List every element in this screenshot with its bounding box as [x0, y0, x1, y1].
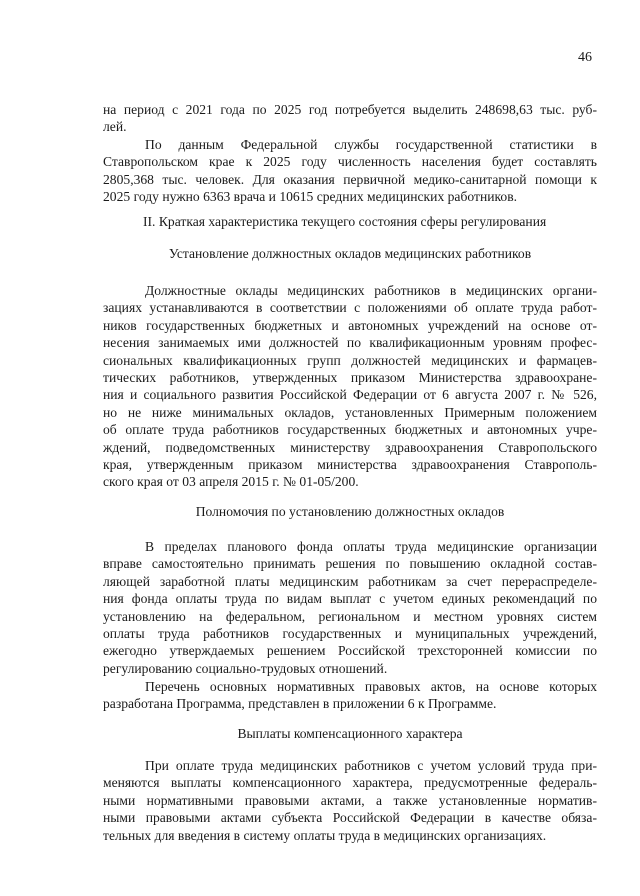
paragraph-statistics [103, 136, 597, 206]
paragraph-salaries [103, 282, 597, 491]
text-line: ежегодно утверждаемых решением Российской трехсторонней комиссии по [103, 643, 597, 659]
text-line: но не ниже минимальных окладов, установленных Примерным положением [103, 404, 597, 420]
paragraph-compensation [103, 757, 597, 844]
text-line: установлению на федеральном, региональном и местном уровнях систем [103, 608, 597, 624]
text-line: Ставропольском крае к 2025 году численность населения будет составлять [103, 154, 597, 170]
text-line: 2025 году нужно 6363 врача и 10615 средних медицинских работников. [103, 189, 518, 205]
text-line: Перечень основных нормативных правовых актов, на основе которых [145, 679, 597, 694]
heading-authority: Полномочия по установлению должностных окладов [195, 504, 505, 519]
text-line: оплаты труда работников государственных и муниципальных учреждений, [103, 626, 597, 642]
text-line: ляющей заработной платы медицинским работникам за счет перераспределе- [103, 573, 597, 589]
text-line: ников государственных бюджетных и автономных учреждений на основе от- [103, 317, 597, 333]
text-line: сиональных квалификационных групп должностей медицинских и фармацев- [103, 352, 597, 368]
text-line: При оплате труда медицинских работников с учетом условий труда при- [145, 758, 597, 773]
paragraph-authority [103, 538, 597, 677]
text-line: Должностные оклады медицинских работников в медицинских органи- [145, 283, 597, 298]
text-line: края, утвержденным приказом министерства здравоохранения Ставрополь- [103, 457, 597, 473]
text-line: По данным Федеральной службы государственной статистики в [145, 137, 597, 152]
text-line: ния фонда оплаты труда по видам выплат с учетом единых рекомендаций по [103, 591, 597, 607]
text-line: лей. [103, 119, 127, 135]
text-line: ными правовыми актами субъекта Российской Федерации в качестве обяза- [103, 810, 597, 826]
text-line: тельных для введения в систему оплаты труда в медицинских организациях. [103, 827, 547, 843]
text-line: тических работников, утвержденных приказом Министерства здравоохране- [103, 370, 597, 386]
text-line: на период с 2021 года по 2025 год потребуется выделить 248698,63 тыс. руб- [103, 102, 597, 117]
paragraph-legal-acts [103, 678, 597, 713]
text-line: 2805,368 тыс. человек. Для оказания первичной медико-санитарной помощи к [103, 171, 597, 187]
text-line: регулированию социально-трудовых отношений. [103, 660, 388, 676]
heading-salary-setting: Установление должностных окладов медицинских работников [168, 246, 532, 261]
text-line: ского края от 03 апреля 2015 г. № 01-05/200. [103, 474, 359, 490]
text-line: ния и социального развития Российской Федерации от 6 августа 2007 г. № 526, [103, 387, 597, 403]
heading-compensation: Выплаты компенсационного характера [237, 726, 463, 741]
text-line: зациях устанавливаются в соответствии с положениями об оплате труда работ- [103, 300, 597, 316]
section-title: II. Краткая характеристика текущего состояния сферы регулирования [143, 214, 547, 229]
text-line: несения занимаемых ими должностей по квалификационным уровням профес- [103, 335, 597, 351]
text-line: разработана Программа, представлен в приложении 6 к Программе. [103, 696, 497, 712]
text-line: об оплате труда работников государственных бюджетных и автономных учре- [103, 422, 597, 438]
text-line: В пределах планового фонда оплаты труда медицинские организации [145, 539, 597, 554]
text-line: вправе самостоятельно принимать решения по повышению окладной состав- [103, 556, 597, 572]
text-line: ждений, подведомственных министерству здравоохранения Ставропольского [103, 439, 597, 455]
page-number: 46 [578, 50, 592, 65]
text-line: меняются выплаты компенсационного характера, предусмотренные федераль- [103, 775, 597, 791]
text-line: ными нормативными правовыми актами, а также установленные норматив- [103, 792, 597, 808]
paragraph-budget [103, 101, 597, 136]
